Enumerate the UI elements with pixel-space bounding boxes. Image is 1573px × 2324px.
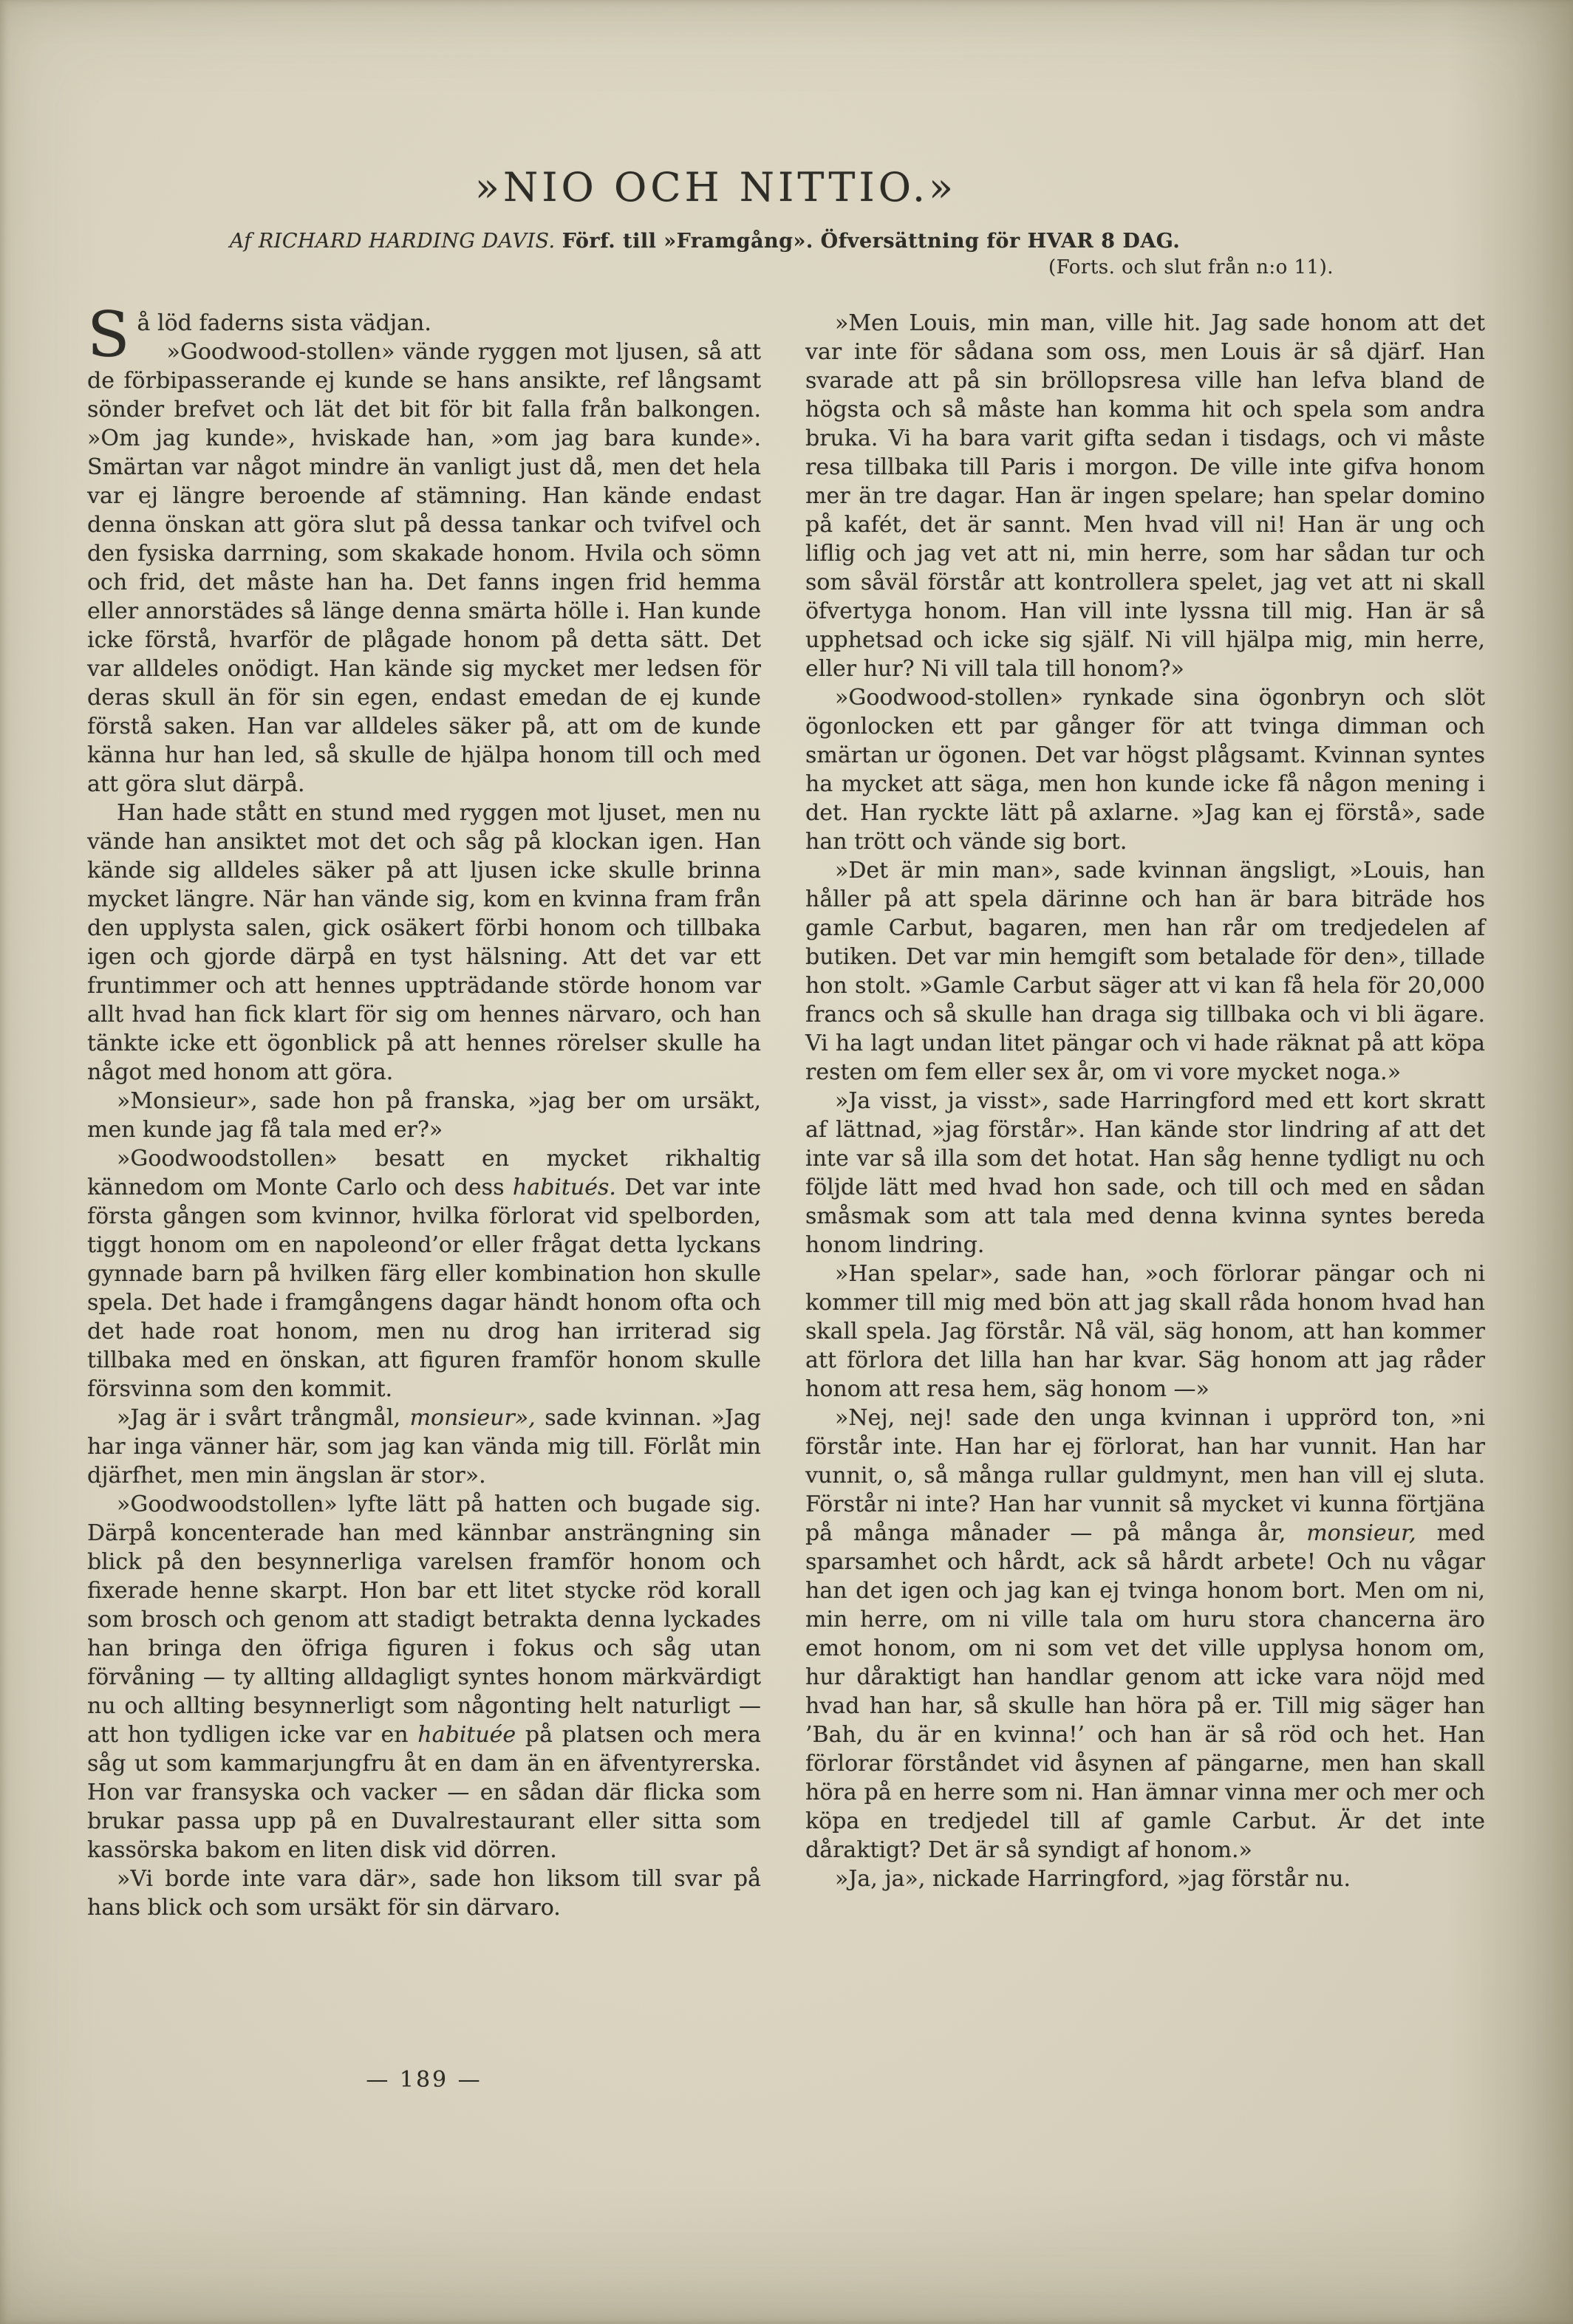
paragraph <box>87 298 761 371</box>
text-segment: »Goodwood-stollen» rynkade sina ögonbryn och slöt ögonlocken ett par gånger för att tvinga dimman och smärtan ur ögonen. Det var högst plågsamt. Kvinnan syntes ha mycket att säga, men hon kunde icke få någon mening i det. Han ryckte lätt på axlarne. »Jag kan ej förstå», sade han trött och vände sig bort. <box>805 685 1485 855</box>
continuation-note: (Forts. och slut från n:o 11). <box>1048 256 1334 278</box>
paragraph <box>87 1490 761 1865</box>
paragraph <box>805 1087 1485 1260</box>
paragraph <box>87 338 761 799</box>
paragraph <box>805 309 1485 683</box>
italic-text-segment: monsieur, <box>1306 1520 1416 1546</box>
left-column <box>87 298 761 1922</box>
text-segment: »Ja visst, ja visst», sade Harringford med ett kort skratt af lättnad, »jag förstår». Han kände stor lindring af att det inte var så illa som det hotat. Han såg henne tydligt nu och följde lätt med hvad hon sade, och till och med en sådan småsmak som att tala med denna kvinna syntes bereda honom lindring. <box>805 1088 1485 1258</box>
text-segment: »Han spelar», sade han, »och förlorar pängar och ni kommer till mig med bön att jag skall råda honom hvad han skall spela. Jag förstår. Nå väl, säg honom, att han kommer att förlora det lilla han har kvar. Säg honom att jag råder honom att resa hem, säg honom —» <box>805 1261 1485 1402</box>
paragraph <box>87 799 761 1087</box>
article-title: »NIO OCH NITTIO.» <box>474 164 958 211</box>
italic-text-segment: monsieur», <box>409 1405 536 1431</box>
paragraph <box>87 1144 761 1404</box>
text-segment: sade kvinnan. »Jag har inga vänner här, som jag kan vända mig till. Förlåt min djärfhet, men min ängslan är stor». <box>87 1405 761 1489</box>
text-segment: »Det är min man», sade kvinnan ängsligt, »Louis, han håller på att spela därinne och han är bara biträde hos gamle Carbut, bagaren, men han rår om tredjedelen af butiken. Det var min hemgift som betalade för den», tillade hon stolt. »Gamle Carbut säger att vi kan få hela för 20,000 francs och så skulle han draga sig tillbaka och vi bli ägare. Vi ha lagt undan litet pängar och vi hade räknat på att köpa resten om fem eller sex år, om vi vore mycket noga.» <box>805 858 1485 1085</box>
page-number: — 189 — <box>366 2067 482 2093</box>
paragraph <box>805 1865 1485 1893</box>
italic-text-segment: habituée <box>417 1722 516 1748</box>
text-segment: på platsen och mera såg ut som kammarjungfru åt en dam än en äfventyrerska. Hon var fransyska och vacker — en sådan där flicka som brukar passa upp på en Duvalrestaurant eller sitta som kassörska bakom en liten disk vid dörren. <box>87 1722 761 1863</box>
paragraph <box>87 1865 761 1922</box>
byline <box>87 230 1323 253</box>
article-body <box>87 298 1485 1922</box>
text-segment: med sparsamhet och hårdt, ack så hårdt arbete! Och nu vågar han det igen och jag kan ej tvinga honom bort. Men om ni, min herre, om ni ville tala om huru stora chancerna äro emot honom, om ni som vet det ville upplysa honom om, hur dåraktigt han handlar genom att icke vara nöjd med hvad han har, så skulle han höra på er. Till mig säger han ’Bah, du är en kvinna!’ och han är så röd och het. Han förlorar förståndet vid åsynen af pängarne, men han skall höra på en herre som ni. Han ämnar vinna mer och mer och köpa en tredjedel till af gamle Carbut. Är det inte dåraktigt? Det är så syndigt af honom.» <box>805 1520 1485 1863</box>
text-segment: »Vi borde inte vara där», sade hon liksom till svar på hans blick och som ursäkt för sin därvaro. <box>87 1866 761 1921</box>
italic-text-segment: habitués. <box>512 1175 616 1200</box>
drop-cap-initial: S <box>87 298 130 371</box>
text-segment: »Monsieur», sade hon på franska, »jag ber om ursäkt, men kunde jag få tala med er?» <box>87 1088 761 1143</box>
paragraph <box>805 1404 1485 1865</box>
text-segment: »Jag är i svårt trångmål, <box>117 1405 410 1431</box>
paragraph <box>805 1260 1485 1404</box>
paragraph <box>87 1087 761 1144</box>
paragraph <box>805 683 1485 856</box>
paragraph <box>805 856 1485 1087</box>
text-segment: »Goodwoodstollen» lyfte lätt på hatten och bugade sig. Därpå koncenterade han med kännbar ansträngning sin blick på den besynnerliga varelsen framför honom och fixerade henne skarpt. Hon bar ett litet stycke röd korall som brosch och genom att stadigt betrakta denna lyckades han bringa den öfriga figuren i fokus och såg utan förvåning — ty allting alldagligt syntes honom märkvärdigt nu och allting besynnerligt som någonting helt naturligt — att hon tydligen icke var en <box>87 1491 761 1748</box>
text-segment: »Ja, ja», nickade Harringford, »jag förstår nu. <box>835 1866 1351 1892</box>
text-segment: »Men Louis, min man, ville hit. Jag sade honom att det var inte för sådana som oss, men Louis är så djärf. Han svarade att på sin bröllopsresa ville han lefva bland de högsta och så måste han komma hit och spela som andra bruka. Vi ha bara varit gifta sedan i tisdags, och vi måste resa tillbaka till Paris i morgon. De ville inte gifva honom mer än tre dagar. Han är ingen spelare; han spelar domino på kafét, det är sannt. Men hvad vill ni! Han är ung och liflig och jag vet att ni, min herre, som har sådan tur och som såväl förstår att kontrollera spelet, jag vet att ni skall öfvertyga honom. Han vill inte lyssna till mig. Han är så upphetsad och icke sig själf. Ni vill hjälpa mig, min herre, eller hur? Ni vill tala till honom?» <box>805 310 1485 682</box>
text-segment: »Goodwood-stollen» vände ryggen mot ljusen, så att de förbipasserande ej kunde se hans ansikte, ref långsamt sönder brefvet och lät det bit för bit falla från balkongen. »Om jag kunde», hviskade han, »om jag bara kunde». Smärtan var något mindre än vanligt just då, men det hela var ej längre beroende af stämning. Han kände endast denna önskan att göra slut på dessa tankar och tvifvel och den fysiska darrning, som skakade honom. Hvila och sömn och frid, det måste han ha. Det fanns ingen frid hemma eller annorstädes så länge denna smärta hölle i. Han kunde icke förstå, hvarför de plågade honom på detta sätt. Det var alldeles onödigt. Han kände sig mycket mer ledsen för deras skull än för sin egen, endast emedan de ej kunde förstå saken. Han var alldeles säker på, att om de kunde känna hur han led, så skulle de hjälpa honom till och med att göra slut därpå. <box>87 339 761 797</box>
byline-author: Af RICHARD HARDING DAVIS. <box>229 230 556 253</box>
text-segment: å löd faderns sista vädjan. <box>137 310 431 336</box>
page-header <box>87 0 1485 253</box>
right-column <box>805 309 1485 1922</box>
text-segment: »Goodwoodstollen» besatt en mycket rikhaltig kännedom om Monte Carlo och dess <box>87 1146 761 1200</box>
byline-translation-note: Förf. till »Framgång». Öfversättning för HVAR 8 DAG. <box>562 230 1181 253</box>
text-segment: Han hade stått en stund med ryggen mot ljuset, men nu vände han ansiktet mot det och såg på klockan igen. Han kände sig alldeles säker på att ljusen icke skulle brinna mycket längre. När han vände sig, kom en kvinna fram från den upplysta salen, gick osäkert förbi honom och tillbaka igen och gjorde därpå en tyst hälsning. Att det var ett fruntimmer och att hennes uppträdande störde honom var allt hvad han fick klart för sig om hennes närvaro, och han tänkte icke ett ögonblick på att hennes rörelser skulle ha något med honom att göra. <box>87 800 761 1085</box>
text-segment: Det var inte första gången som kvinnor, hvilka förlorat vid spelborden, tiggt honom om en napoleond’or eller frågat detta lyckans gynnade barn på hvilken färg eller kombination hon skulle spela. Det hade i framgångens dagar händt honom ofta och det hade roat honom, men nu drog han irriterad sig tillbaka med en önskan, att figuren framför honom skulle försvinna som den kommit. <box>87 1175 761 1402</box>
text-segment: »Nej, nej! sade den unga kvinnan i upprörd ton, »ni förstår inte. Han har ej förlorat, han har vunnit. Han har vunnit, o, så många rullar guldmynt, men han vill ej sluta. Förstår ni inte? Han har vunnit så mycket vi kunna förtjäna på många månader — på många år, <box>805 1405 1485 1546</box>
paragraph <box>87 1404 761 1490</box>
